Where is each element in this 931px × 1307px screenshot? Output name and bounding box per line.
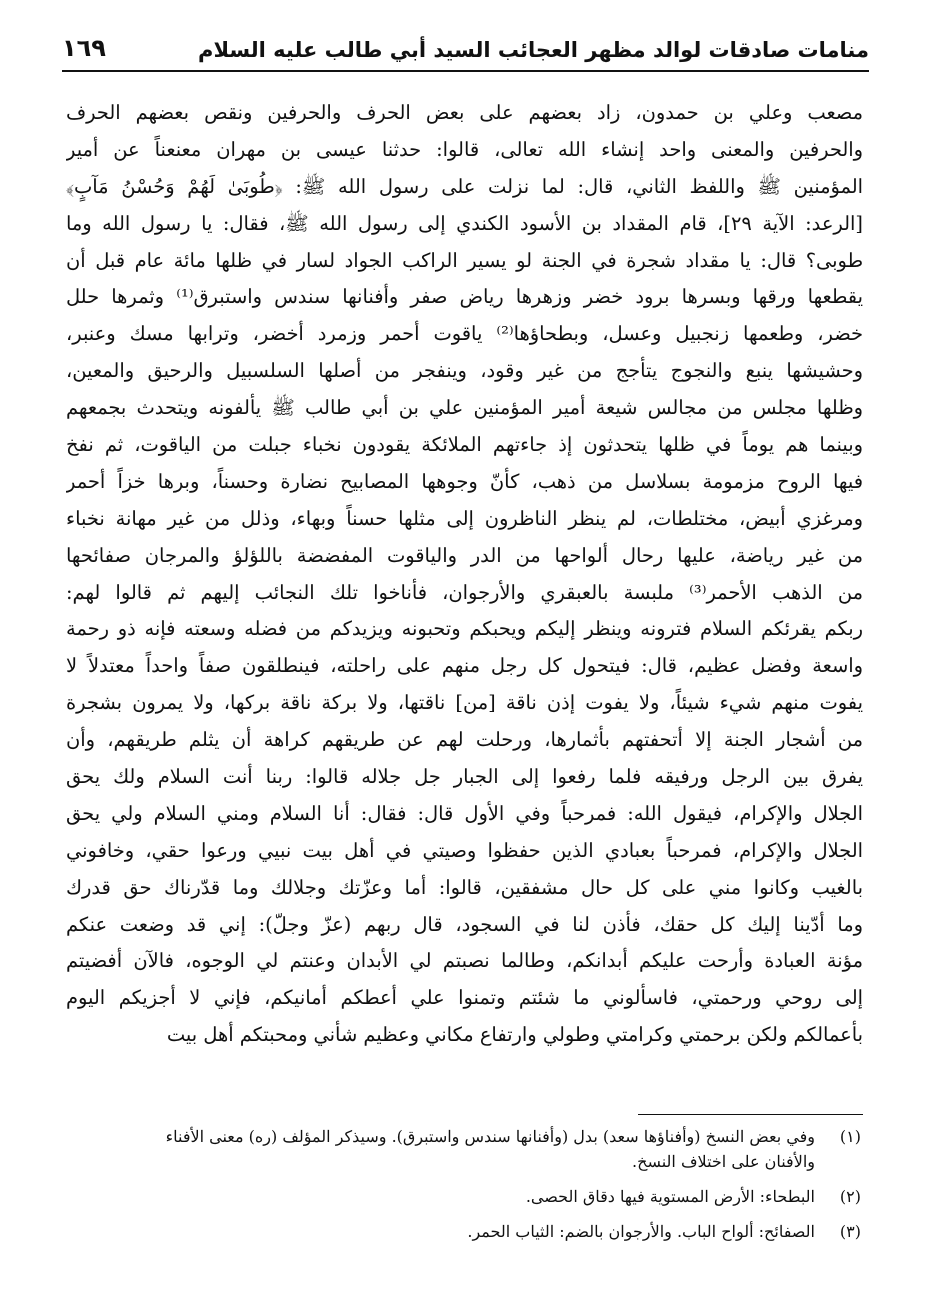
footnote-separator xyxy=(638,1114,863,1115)
text-line: إلى روحي ورحمتي، فاسألوني ما شئتم وتمنوا علي أعطكم أمانيكم، فإني لا أجزيكم اليوم xyxy=(66,986,863,1010)
text-line: من غير رياضة، عليها رحال ألواحها من الدر والياقوت المفضضة باللؤلؤ والمرجان صفائحها xyxy=(66,543,863,567)
footnote-body xyxy=(66,1124,815,1174)
text-line: بالغيب وكانوا مني على كل حال مشفقين، قالوا: أما وعزّتك وجلالك وما قدّرناك حق قدرك xyxy=(66,875,863,899)
footnote-body xyxy=(66,1184,815,1209)
page-header xyxy=(62,22,869,62)
text-line: خضر، وطعمها زنجبيل وعسل، وبطحاؤها⁽²⁾ ياقوت أحمر وزمرد أخضر، وترابها مسك وعنبر، xyxy=(66,322,863,346)
text-line: يفرق بين الرجل ورفيقه فلما رفعوا إلى الجبار جل جلاله قالوا: ربنا أنت السلام ولك يحق xyxy=(66,765,863,789)
footnote-marker: (٣) xyxy=(839,1222,861,1241)
text-line: وحشيشها ينبع والنجوج يتأجج من غير وقود، وينفجر من أصلها السلسبيل والرحيق والمعين، xyxy=(66,359,863,383)
header-rule xyxy=(62,70,869,72)
text-line: [الرعد: الآية ٢٩]، قام المقداد بن الأسود الكندي إلى رسول الله ﷺ، فقال: يا رسول الله وما xyxy=(66,211,863,235)
text-line: الجلال والإكرام، فيقول الله: فمرحباً وفي الأول قال: فقال: أنا السلام ومني السلام ولي يحق xyxy=(66,801,863,825)
text-line: فيها الروح مزمومة بسلاسل من ذهب، كأنّ وجوهها المصابيح نضارة وحسناً، وبرها خزاً أحمر xyxy=(66,469,863,493)
footnote-2 xyxy=(66,1184,861,1209)
text-line: الجلال والإكرام، فمرحباً بعبادي الذين حفظوا وصيتي في أهل بيت نبيي ورعوا حقي، وخافوني xyxy=(66,838,863,862)
text-line: المؤمنين ﷺ واللفظ الثاني، قال: لما نزلت على رسول الله ﷺ: ﴿طُوبَىٰ لَهُمْ وَحُسْنُ مَآبٍ﴾ xyxy=(66,174,863,198)
page-number: ١٦٩ xyxy=(62,34,106,62)
text-line: وبينما هم يوماً في ظلها يتحدثون إذ جاءتهم الملائكة يقودون نخباء جبلت من الياقوت، ثم نفخ xyxy=(66,433,863,457)
text-line: مصعب وعلي بن حمدون، زاد بعضهم على بعض الحرف والحرفين ونقص بعضهم الحرف xyxy=(66,101,863,124)
footnote-1 xyxy=(66,1124,861,1174)
text-line: وما أدّينا إليك كل حقك، فأذن لنا في السجود، قال ربهم (عزّ وجلّ): إني قد وضعت عنكم xyxy=(66,912,863,936)
text-line: مؤنة العبادة وأرحت عليكم أبدانكم، وطالما نصبتم لي الأبدان وعنتم لي الوجوه، فالآن أفضيتم xyxy=(66,949,863,973)
footnote-3 xyxy=(66,1219,861,1244)
text-line: بأعمالكم ولكن برحمتي وكرامتي وطولي وارتفاع مكاني وعظيم شأني ومحبتكم أهل بيت xyxy=(166,1023,863,1047)
footnote-line: الصفائح: ألواح الباب. والأرجوان بالضم: الثياب الحمر. xyxy=(467,1222,815,1241)
footnote-line: وفي بعض النسخ (وأفناؤها سعد) بدل (وأفنانها سندس واستبرق). وسيذكر المؤلف (ره) معنى الأفناء xyxy=(165,1127,815,1146)
footnote-line: والأفنان على اختلاف النسخ. xyxy=(632,1152,815,1171)
footnote-marker: (٢) xyxy=(839,1187,861,1206)
text-line: ومرغزي أبيض، مختلطات، لم ينظر الناظرون إلى مثلها حسناً وبهاء، وذلل من غير مهانة نخباء xyxy=(66,506,863,530)
text-line: والحرفين والمعنى واحد إنشاء الله تعالى، قالوا: حدثنا عيسى بن مهران معنعناً عن أمير xyxy=(66,137,863,161)
text-line: واسعة وفضل عظيم، قال: فيتحول كل رجل منهم على راحلته، فينطلقون صفاً واحداً معتدلاً لا xyxy=(66,654,863,678)
body-text xyxy=(66,95,863,1054)
running-title: منامات صادقات لوالد مظهر العجائب السيد أبي طالب عليه السلام xyxy=(198,38,869,62)
text-line: يفوت منهم شيء شيئاً، ولا يفوت إذن ناقة [من] ناقتها، ولا بركة ناقة بركها، ولا يمرون بشجرة xyxy=(66,691,863,715)
text-line: من أشجار الجنة إلا أتحفتهم بأثمارها، ورحلت لهم عن طريقهم كراهة أن يثلم طريقهم، وأن xyxy=(66,728,863,752)
text-line: وظلها مجلس من مجالس شيعة أمير المؤمنين علي بن أبي طالب ﷺ يألفونه ويتحدث بجمعهم xyxy=(66,396,863,420)
text-line: من الذهب الأحمر⁽³⁾ ملبسة بالعبقري والأرجوان، فأناخوا تلك النجائب إليهم ثم قالوا لهم: xyxy=(66,580,863,604)
footnotes xyxy=(66,1124,861,1254)
text-line: طوبى؟ قال: يا مقداد شجرة في الجنة لو يسير الراكب الجواد لسار في ظلها مائة عام قبل أن xyxy=(66,248,863,272)
footnote-line: البطحاء: الأرض المستوية فيها دقاق الحصى. xyxy=(525,1187,815,1206)
footnote-marker: (١) xyxy=(839,1127,861,1146)
text-line: يقطعها ورقها وبسرها برود خضر وزهرها رياض صفر وأفنانها سندس واستبرق⁽¹⁾ وثمرها حلل xyxy=(66,285,863,309)
text-line: ربكم يقرئكم السلام فترونه وينظر إليكم ويحبكم وتحبونه ويزيدكم من فضله وسعته فإنه ذو رحمة xyxy=(66,617,863,641)
footnote-body xyxy=(66,1219,815,1244)
